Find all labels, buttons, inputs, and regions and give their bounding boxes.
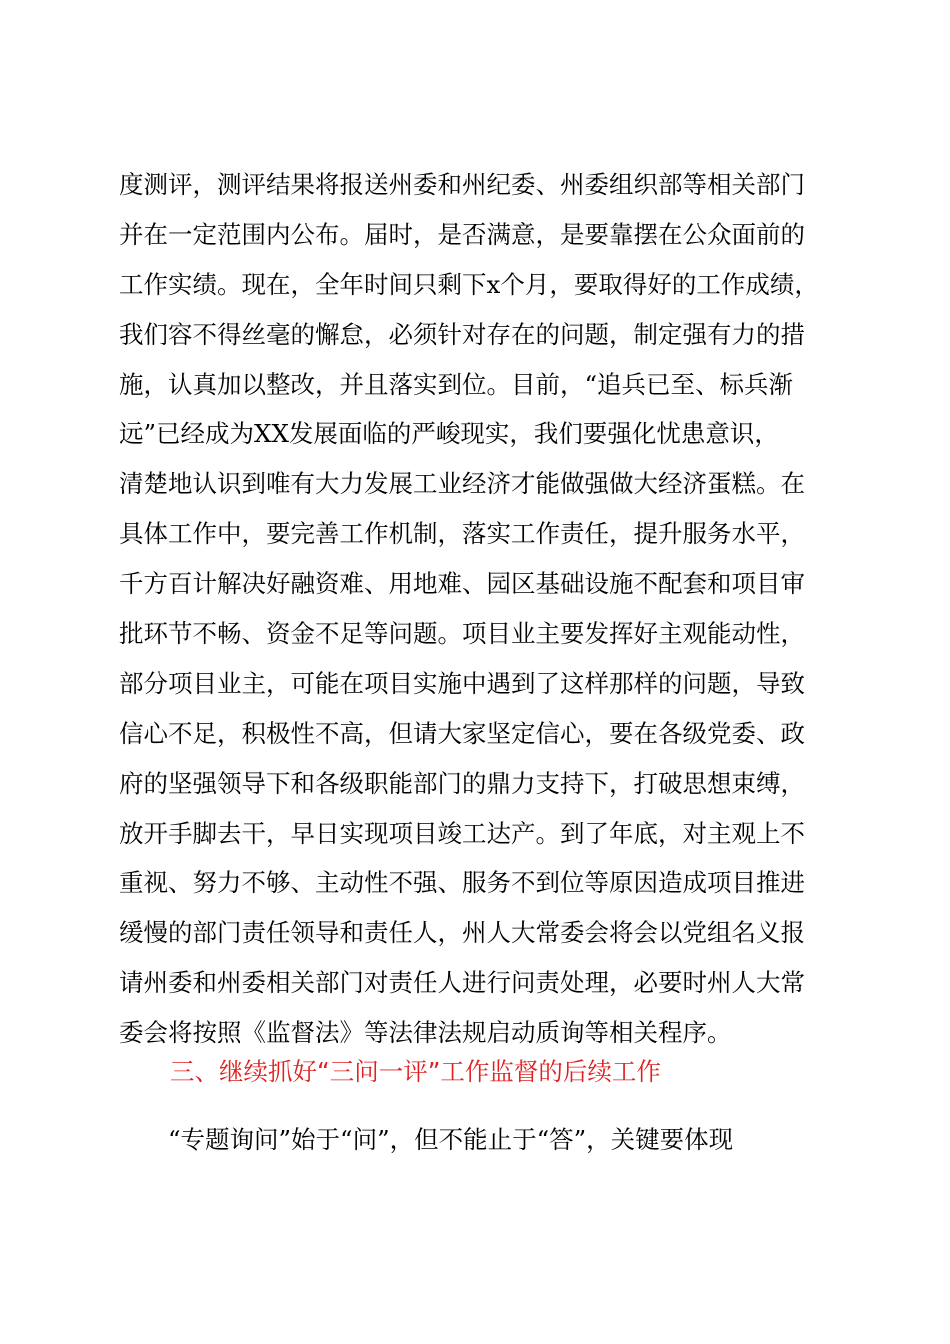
text-line: 缓慢的部门责任领导和责任人，州人大常委会将会以党组名义报 — [119, 918, 805, 948]
text-line: 施，认真加以整改，并且落实到位。目前，“追兵已至、标兵渐 — [119, 369, 794, 399]
body-paragraph-2-first-line: “专题询问”始于“问”，但不能止于“答”，关键要体现 — [168, 1125, 734, 1154]
text-line: 清楚地认识到唯有大力发展工业经济才能做强做大经济蛋糕。在 — [119, 469, 805, 499]
section-heading: 三、继续抓好“三问一评”工作监督的后续工作 — [170, 1057, 661, 1086]
text-line: 委会将按照《监督法》等法律法规启动质询等相关程序。 — [119, 1018, 732, 1048]
text-line: 我们容不得丝毫的懈怠，必须针对存在的问题，制定强有力的措 — [119, 319, 805, 349]
text-line: 具体工作中，要完善工作机制，落实工作责任，提升服务水平， — [119, 519, 805, 549]
text-line: 请州委和州委相关部门对责任人进行问责处理，必要时州人大常 — [119, 968, 805, 998]
text-line: 远”已经成为XX发展面临的严峻现实，我们要强化忧患意识， — [119, 419, 779, 449]
body-paragraph-1 — [119, 160, 839, 1058]
text-line: 信心不足，积极性不高，但请大家坚定信心，要在各级党委、政 — [119, 718, 805, 748]
text-line: 千方百计解决好融资难、用地难、园区基础设施不配套和项目审 — [119, 569, 805, 599]
text-line: 府的坚强领导下和各级职能部门的鼎力支持下，打破思想束缚， — [119, 768, 805, 798]
text-line: 放开手脚去干，早日实现项目竣工达产。到了年底，对主观上不 — [119, 818, 805, 848]
text-line: 度测评，测评结果将报送州委和州纪委、州委组织部等相关部门 — [119, 170, 805, 199]
text-line: 并在一定范围内公布。届时，是否满意，是要靠摆在公众面前的 — [119, 219, 805, 249]
text-line: 工作实绩。现在，全年时间只剩下x个月，要取得好的工作成绩， — [119, 269, 819, 299]
text-line: 部分项目业主，可能在项目实施中遇到了这样那样的问题，导致 — [119, 668, 805, 698]
text-line: 批环节不畅、资金不足等问题。项目业主要发挥好主观能动性， — [119, 619, 805, 649]
text-line: 重视、努力不够、主动性不强、服务不到位等原因造成项目推进 — [119, 868, 805, 898]
